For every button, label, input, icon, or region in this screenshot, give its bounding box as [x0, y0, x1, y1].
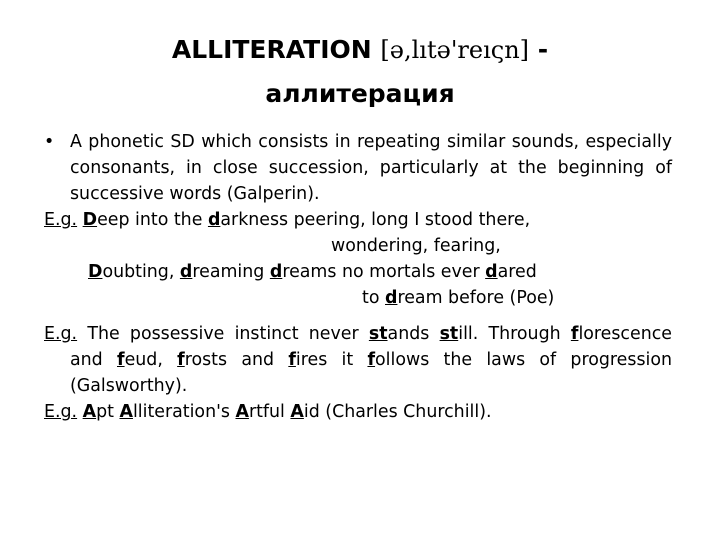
poem-line-3: Doubting, dreaming dreams no mortals ever dared: [88, 262, 537, 282]
eg-label: E.g.: [44, 402, 78, 422]
poem-line-4: to dream before (Poe): [362, 288, 555, 308]
title-line-2: аллитерация: [265, 79, 455, 108]
slide-title: [100, 28, 620, 116]
title-line-1: [100, 28, 620, 72]
eg-label: E.g.: [44, 324, 78, 344]
title-dash: -: [529, 35, 549, 64]
definition-text: A phonetic SD which consists in repeating similar sounds, especially consonants, in close succession, particularly at the beginning of successive words (Galperin).: [70, 132, 672, 204]
spacer: [44, 311, 672, 321]
poem-line-2: wondering, fearing,: [331, 236, 501, 256]
poem-line-1: E.g. Deep into the darkness peering, long I stood there,: [44, 210, 531, 230]
example-galsworthy: E.g. The possessive instinct never stands still. Through florescence and feud, frosts and fires it follows the laws of progression (Galsworthy).: [44, 324, 672, 396]
title-term: ALLITERATION: [171, 35, 372, 64]
title-transcription: [ə,lıtə'reıςn]: [380, 36, 530, 64]
bullet-icon: •: [44, 132, 55, 152]
eg-label: E.g.: [44, 210, 78, 230]
definition-bullet: [44, 129, 672, 207]
example-churchill: E.g. Apt Alliteration's Artful Aid (Charles Churchill).: [44, 402, 492, 422]
slide-body: [44, 129, 672, 425]
example-poe: [44, 207, 672, 311]
